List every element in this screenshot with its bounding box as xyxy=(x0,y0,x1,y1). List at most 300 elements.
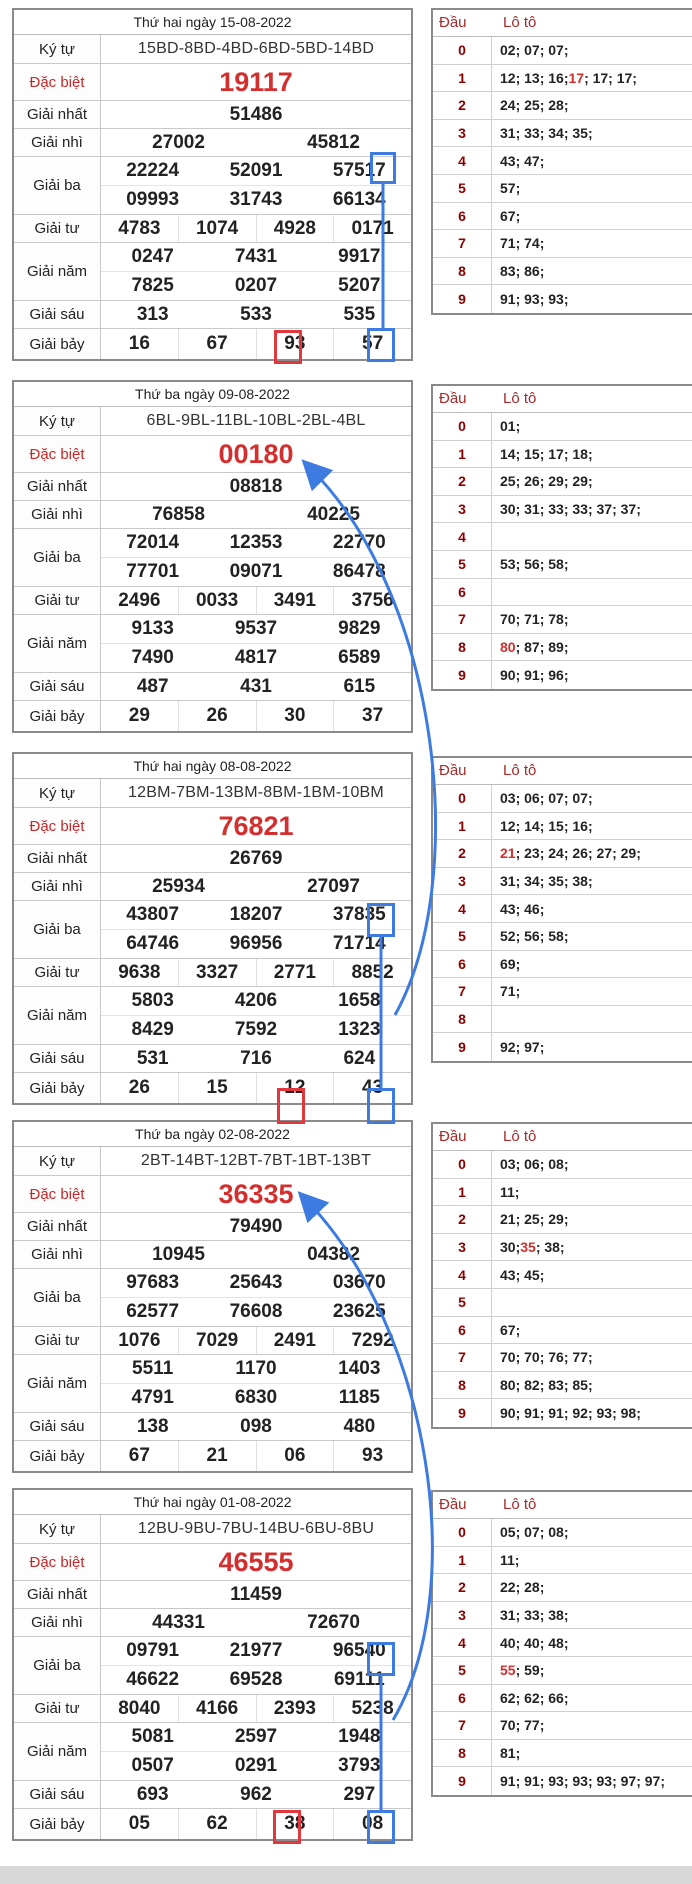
loto-values xyxy=(492,1317,692,1344)
loto-head-digit: 3 xyxy=(433,1602,492,1629)
loto-row xyxy=(433,951,692,979)
prize-number: 5238 xyxy=(333,1695,411,1722)
prize-number: 04382 xyxy=(307,1243,360,1265)
loto-header-label: Lô tô xyxy=(503,1496,537,1513)
prize-number: 08 xyxy=(333,1809,411,1839)
loto-values xyxy=(492,175,692,202)
prize-number: 79490 xyxy=(229,1215,283,1237)
prize-number: 0207 xyxy=(234,275,278,296)
prize-number: 00180 xyxy=(218,438,294,469)
loto-values xyxy=(492,1151,692,1178)
prize-row-g4 xyxy=(14,215,411,243)
prize-line xyxy=(101,1176,411,1212)
loto-head-digit: 9 xyxy=(433,285,492,313)
loto-head-digit: 6 xyxy=(433,579,492,606)
prize-values xyxy=(101,1581,411,1608)
loto-values xyxy=(492,951,692,978)
prize-values xyxy=(101,215,411,242)
loto-values xyxy=(492,496,692,523)
prize-row-kytu xyxy=(14,1515,411,1544)
prize-number: 0507 xyxy=(131,1755,174,1776)
prize-label: Giải bảy xyxy=(14,329,101,359)
loto-text: 22; 28; xyxy=(500,1579,545,1596)
prize-row-g5 xyxy=(14,615,411,673)
loto-values xyxy=(492,606,692,633)
prize-row-g7 xyxy=(14,701,411,731)
loto-head-digit: 5 xyxy=(433,1657,492,1684)
prize-number: 72670 xyxy=(307,1611,360,1633)
prize-label: Giải năm xyxy=(14,1723,101,1780)
prize-line xyxy=(101,1723,411,1751)
loto-row xyxy=(433,868,692,896)
prize-line xyxy=(101,473,411,500)
loto-head-digit: 3 xyxy=(433,1234,492,1261)
prize-line xyxy=(101,987,411,1015)
prize-line xyxy=(101,587,411,614)
prize-line xyxy=(101,185,411,214)
loto-values xyxy=(492,65,692,92)
prize-number: 69111 xyxy=(333,1669,385,1690)
prize-line xyxy=(101,1073,411,1103)
loto-text-rest: ; 87; 89; xyxy=(515,639,569,656)
prize-label: Giải nhất xyxy=(14,845,101,872)
loto-text: 71; 74; xyxy=(500,235,545,252)
loto-text: 70; 71; 78; xyxy=(500,611,569,628)
prize-values xyxy=(101,1413,411,1440)
loto-row xyxy=(433,147,692,175)
prize-number: 962 xyxy=(240,1783,272,1805)
loto-head-digit: 5 xyxy=(433,175,492,202)
prize-number: 3756 xyxy=(333,587,411,614)
loto-values xyxy=(492,1344,692,1371)
prize-number: 2491 xyxy=(256,1327,334,1354)
prize-number: 18207 xyxy=(229,904,283,925)
prize-label: Giải nhì xyxy=(14,873,101,900)
loto-values xyxy=(492,1006,692,1033)
prize-line xyxy=(101,1241,411,1268)
prize-number: 67 xyxy=(178,329,256,359)
prize-number: 96956 xyxy=(229,933,283,954)
loto-head-digit: 4 xyxy=(433,523,492,550)
loto-head-digit: 0 xyxy=(433,413,492,440)
loto-head-digit: 9 xyxy=(433,1399,492,1427)
blue-highlight-box xyxy=(367,1642,395,1676)
loto-text: 81; xyxy=(500,1745,521,1762)
prize-label: Giải tư xyxy=(14,587,101,614)
result-table xyxy=(12,8,413,361)
loto-row xyxy=(433,1179,692,1207)
prize-line xyxy=(101,215,411,242)
prize-number: 29 xyxy=(128,705,150,726)
loto-values xyxy=(492,441,692,468)
draw-date: Thứ hai ngày 01-08-2022 xyxy=(14,1490,411,1515)
prize-number: 12353 xyxy=(229,532,283,553)
prize-number: 27097 xyxy=(307,875,360,897)
prize-label: Giải bảy xyxy=(14,1809,101,1839)
loto-text-rest: ; 59; xyxy=(515,1662,545,1679)
prize-values xyxy=(101,1327,411,1354)
prize-number: 535 xyxy=(343,303,376,325)
loto-head-digit: 6 xyxy=(433,1317,492,1344)
loto-text: 12; 13; 16; xyxy=(500,69,569,86)
loto-highlight: 35 xyxy=(520,1239,536,1256)
prize-number: 9829 xyxy=(338,618,381,639)
prize-number: 615 xyxy=(343,675,376,697)
draw-date: Thứ ba ngày 02-08-2022 xyxy=(14,1122,411,1147)
prize-line xyxy=(101,436,411,472)
loto-text: 31; 33; 38; xyxy=(500,1607,569,1624)
prize-row-g5 xyxy=(14,1723,411,1781)
prize-values xyxy=(101,779,411,807)
loto-row xyxy=(433,579,692,607)
loto-row xyxy=(433,413,692,441)
prize-label: Giải sáu xyxy=(14,1413,101,1440)
prize-line xyxy=(101,1413,411,1440)
prize-number: 67 xyxy=(128,1445,150,1466)
prize-line xyxy=(101,557,411,586)
loto-row xyxy=(433,92,692,120)
loto-text: 83; 86; xyxy=(500,263,545,280)
prize-line xyxy=(101,101,411,128)
prize-line xyxy=(101,329,411,359)
loto-head-digit: 6 xyxy=(433,951,492,978)
blue-highlight-box xyxy=(367,1088,395,1124)
prize-row-g6 xyxy=(14,1781,411,1809)
loto-values xyxy=(492,1179,692,1206)
prize-row-g7 xyxy=(14,1073,411,1103)
prize-values xyxy=(101,436,411,472)
prize-values xyxy=(101,959,411,986)
prize-number: 96540 xyxy=(332,1640,386,1661)
loto-row xyxy=(433,785,692,813)
loto-row xyxy=(433,120,692,148)
loto-values xyxy=(492,230,692,257)
loto-row xyxy=(433,1767,692,1795)
prize-values xyxy=(101,987,411,1044)
draw-date: Thứ hai ngày 08-08-2022 xyxy=(14,754,411,779)
prize-number: 05 xyxy=(128,1813,150,1834)
loto-values xyxy=(492,1399,692,1427)
prize-label: Giải sáu xyxy=(14,1045,101,1072)
prize-values xyxy=(101,1176,411,1212)
prize-number: 26 xyxy=(178,701,256,731)
prize-number: 297 xyxy=(343,1783,376,1805)
loto-values xyxy=(492,813,692,840)
loto-row xyxy=(433,1574,692,1602)
prize-line xyxy=(101,701,411,731)
loto-text: 30; 31; 33; 33; 37; 37; xyxy=(500,501,641,518)
prize-label: Giải năm xyxy=(14,243,101,300)
footer-bar xyxy=(0,1866,692,1884)
loto-values xyxy=(492,285,692,313)
prize-number: 16 xyxy=(128,333,150,354)
blue-highlight-box xyxy=(367,328,395,362)
prize-number: 97683 xyxy=(126,1272,180,1293)
prize-line xyxy=(101,1213,411,1240)
prize-row-g1 xyxy=(14,473,411,501)
prize-number: 09791 xyxy=(126,1640,180,1661)
loto-header xyxy=(433,758,692,785)
prize-row-g4 xyxy=(14,587,411,615)
prize-number: 3327 xyxy=(178,959,256,986)
prize-line xyxy=(101,1581,411,1608)
prize-row-g6 xyxy=(14,1045,411,1073)
prize-row-g4 xyxy=(14,1695,411,1723)
prize-row-g1 xyxy=(14,1581,411,1609)
prize-line xyxy=(101,1695,411,1722)
loto-header-label: Lô tô xyxy=(503,762,537,779)
prize-values xyxy=(101,101,411,128)
prize-values xyxy=(101,501,411,528)
prize-number: 4928 xyxy=(256,215,334,242)
prize-row-g5 xyxy=(14,243,411,301)
prize-values xyxy=(101,1809,411,1839)
blue-highlight-box xyxy=(367,903,395,937)
prize-number: 6BL-9BL-11BL-10BL-2BL-4BL xyxy=(146,412,366,429)
prize-number: 25934 xyxy=(152,875,205,897)
loto-row xyxy=(433,1657,692,1685)
prize-number: 76858 xyxy=(152,503,205,525)
prize-number: 22224 xyxy=(126,160,180,181)
loto-head-digit: 1 xyxy=(433,813,492,840)
prize-line xyxy=(101,1751,411,1780)
loto-row xyxy=(433,923,692,951)
loto-row xyxy=(433,813,692,841)
prize-number: 15 xyxy=(178,1073,256,1103)
prize-line xyxy=(101,643,411,672)
prize-number: 7029 xyxy=(178,1327,256,1354)
prize-values xyxy=(101,1515,411,1543)
prize-line xyxy=(101,1609,411,1636)
prize-row-g5 xyxy=(14,1355,411,1413)
loto-values xyxy=(492,1602,692,1629)
prize-number: 480 xyxy=(343,1415,376,1437)
loto-text: 71; xyxy=(500,983,521,1000)
loto-row xyxy=(433,661,692,689)
loto-head-digit: 5 xyxy=(433,923,492,950)
prize-label: Giải nhì xyxy=(14,501,101,528)
prize-number: 08818 xyxy=(229,475,283,497)
prize-values xyxy=(101,845,411,872)
prize-values xyxy=(101,35,411,63)
prize-label: Đặc biệt xyxy=(14,808,101,844)
loto-text: 91; 91; 93; 93; 93; 97; 97; xyxy=(500,1773,665,1790)
loto-head-digit: 0 xyxy=(433,785,492,812)
prize-row-db xyxy=(14,1544,411,1581)
loto-head-digit: 9 xyxy=(433,661,492,689)
prize-row-g1 xyxy=(14,101,411,129)
prize-number: 716 xyxy=(240,1047,272,1069)
loto-text: 70; 77; xyxy=(500,1717,545,1734)
prize-number: 86478 xyxy=(332,561,386,582)
prize-row-g5 xyxy=(14,987,411,1045)
prize-values xyxy=(101,615,411,672)
prize-row-kytu xyxy=(14,35,411,64)
prize-row-g4 xyxy=(14,1327,411,1355)
prize-number: 9133 xyxy=(131,618,174,639)
prize-line xyxy=(101,901,411,929)
prize-values xyxy=(101,1723,411,1780)
blue-highlight-box xyxy=(367,1810,395,1844)
prize-number: 431 xyxy=(240,675,272,697)
loto-table xyxy=(431,1122,692,1429)
prize-line xyxy=(101,1665,411,1694)
loto-values xyxy=(492,120,692,147)
prize-number: 31743 xyxy=(229,189,283,210)
prize-values xyxy=(101,808,411,844)
prize-number: 27002 xyxy=(152,131,205,153)
prize-number: 36335 xyxy=(218,1178,294,1209)
prize-line xyxy=(101,959,411,986)
loto-text: 53; 56; 58; xyxy=(500,556,569,573)
prize-values xyxy=(101,473,411,500)
prize-line xyxy=(101,1781,411,1808)
red-highlight-box xyxy=(277,1088,305,1124)
loto-row xyxy=(433,1547,692,1575)
loto-values xyxy=(492,1685,692,1712)
prize-number: 533 xyxy=(240,303,272,325)
loto-values xyxy=(492,978,692,1005)
prize-number: 69528 xyxy=(229,1669,283,1690)
prize-row-g1 xyxy=(14,1213,411,1241)
loto-values xyxy=(492,868,692,895)
loto-values xyxy=(492,92,692,119)
prize-label: Giải năm xyxy=(14,987,101,1044)
prize-values xyxy=(101,329,411,359)
prize-line xyxy=(101,1515,411,1543)
prize-number: 77701 xyxy=(126,561,180,582)
loto-text: 12; 14; 15; 16; xyxy=(500,817,593,834)
loto-text: 05; 07; 08; xyxy=(500,1524,569,1541)
loto-values xyxy=(492,1740,692,1767)
prize-number: 8040 xyxy=(118,1697,161,1719)
loto-row xyxy=(433,1206,692,1234)
prize-number: 4783 xyxy=(118,217,161,239)
prize-values xyxy=(101,1213,411,1240)
loto-row xyxy=(433,1740,692,1768)
prize-number: 43 xyxy=(333,1073,411,1103)
loto-values xyxy=(492,1234,692,1261)
loto-text: 14; 15; 17; 18; xyxy=(500,445,593,462)
prize-number: 57517 xyxy=(332,160,386,181)
prize-number: 23625 xyxy=(332,1301,386,1322)
red-highlight-box xyxy=(274,330,302,364)
loto-row xyxy=(433,1399,692,1427)
prize-number: 76821 xyxy=(218,810,294,841)
prize-label: Ký tự xyxy=(14,1147,101,1175)
loto-values xyxy=(492,413,692,440)
loto-row xyxy=(433,285,692,313)
blue-highlight-box xyxy=(370,152,396,184)
loto-row xyxy=(433,1317,692,1345)
loto-row xyxy=(433,1712,692,1740)
prize-number: 693 xyxy=(136,1783,169,1805)
loto-header-label: Lô tô xyxy=(503,14,537,31)
loto-text: 43; 45; xyxy=(500,1266,545,1283)
prize-number: 19117 xyxy=(219,66,293,97)
prize-row-g3 xyxy=(14,157,411,215)
draw-date: Thứ hai ngày 15-08-2022 xyxy=(14,10,411,35)
prize-number: 3491 xyxy=(256,587,334,614)
prize-values xyxy=(101,129,411,156)
prize-values xyxy=(101,1781,411,1808)
prize-number: 2393 xyxy=(256,1695,334,1722)
prize-row-kytu xyxy=(14,1147,411,1176)
loto-head-digit: 9 xyxy=(433,1033,492,1061)
prize-line xyxy=(101,1015,411,1044)
loto-values xyxy=(492,1574,692,1601)
loto-text-rest: ; 23; 24; 26; 27; 29; xyxy=(515,845,641,862)
loto-highlight: 80 xyxy=(500,639,516,656)
loto-head-digit: 8 xyxy=(433,634,492,661)
prize-values xyxy=(101,64,411,100)
loto-values xyxy=(492,1629,692,1656)
prize-line xyxy=(101,271,411,300)
prize-values xyxy=(101,1269,411,1326)
loto-row xyxy=(433,468,692,496)
loto-text-rest: ; 38; xyxy=(535,1239,565,1256)
prize-number: 45812 xyxy=(307,131,360,153)
loto-row xyxy=(433,634,692,662)
prize-label: Giải tư xyxy=(14,1695,101,1722)
loto-table xyxy=(431,384,692,691)
prize-number: 1170 xyxy=(235,1358,277,1379)
loto-values xyxy=(492,37,692,64)
dau-header: Đầu xyxy=(439,1496,467,1513)
prize-row-kytu xyxy=(14,779,411,808)
prize-values xyxy=(101,1045,411,1072)
prize-line xyxy=(101,1637,411,1665)
loto-head-digit: 2 xyxy=(433,1206,492,1233)
prize-label: Giải nhì xyxy=(14,1609,101,1636)
prize-values xyxy=(101,529,411,586)
prize-values xyxy=(101,157,411,214)
loto-text: 40; 40; 48; xyxy=(500,1634,569,1651)
loto-table xyxy=(431,1490,692,1797)
prize-number: 531 xyxy=(136,1047,169,1069)
prize-number: 1074 xyxy=(178,215,256,242)
prize-line xyxy=(101,615,411,643)
loto-values xyxy=(492,1033,692,1061)
prize-label: Đặc biệt xyxy=(14,1544,101,1580)
prize-number: 0033 xyxy=(178,587,256,614)
prize-number: 313 xyxy=(136,303,169,325)
loto-text: 90; 91; 91; 92; 93; 98; xyxy=(500,1405,641,1422)
loto-head-digit: 8 xyxy=(433,1372,492,1399)
prize-line xyxy=(101,845,411,872)
prize-number: 51486 xyxy=(229,103,283,125)
loto-head-digit: 3 xyxy=(433,868,492,895)
prize-number: 7431 xyxy=(234,246,278,267)
loto-row xyxy=(433,37,692,65)
prize-label: Giải tư xyxy=(14,215,101,242)
prize-values xyxy=(101,301,411,328)
prize-number: 09993 xyxy=(126,189,180,210)
prize-line xyxy=(101,529,411,557)
prize-row-g6 xyxy=(14,673,411,701)
loto-row xyxy=(433,1234,692,1262)
result-table xyxy=(12,1120,413,1473)
prize-number: 624 xyxy=(343,1047,376,1069)
loto-row xyxy=(433,65,692,93)
prize-label: Giải bảy xyxy=(14,1073,101,1103)
prize-row-g7 xyxy=(14,1441,411,1471)
loto-head-digit: 8 xyxy=(433,1006,492,1033)
prize-number: 46555 xyxy=(218,1546,294,1577)
prize-line xyxy=(101,64,411,100)
loto-row xyxy=(433,523,692,551)
prize-number: 0247 xyxy=(131,246,174,267)
